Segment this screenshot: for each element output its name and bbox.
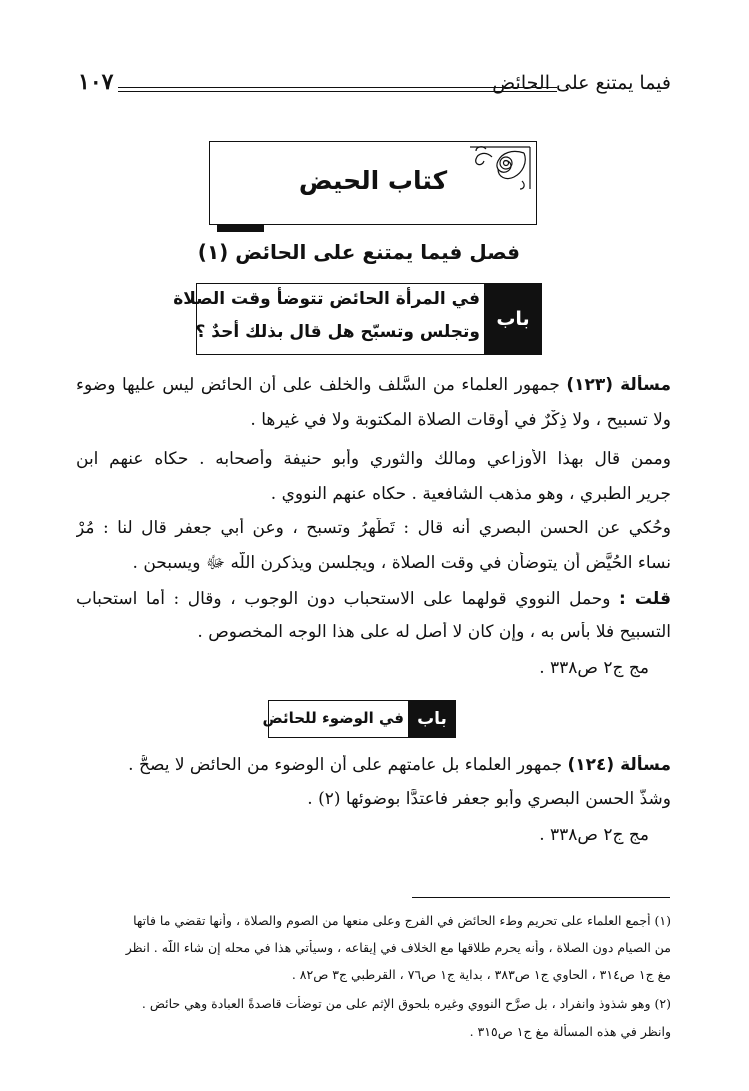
issue-124-line-2: وشذَّ الحسن البصري وأبو جعفر فاعتدَّا بوضوئها (٢) .: [307, 789, 671, 809]
section-heading: فصل فيما يمتنع على الحائض (١): [197, 240, 520, 264]
issue-124-line-1-text: جمهور العلماء بل عامتهم على أن الوضوء من الحائض لا يصحُّ .: [128, 755, 568, 775]
issue-123-line-4: جرير الطبري ، وهو مذهب الشافعية . حكاه عنهم النووي .: [270, 484, 671, 504]
running-header-title: فيما يمتنع على الحائض: [492, 72, 671, 94]
chapter-title-line-1: في المرأة الحائض تتوضأ وقت الصلاة: [173, 289, 480, 309]
issue-123-line-6: نساء الحُيَّض أن يتوضأن في وقت الصلاة ، ويجلسن ويذكرن اللّه ﷻ ويسبحن .: [132, 553, 671, 573]
issue-123-line-1: [76, 375, 671, 395]
footnote-1-line-1: (١) أجمع العلماء على تحريم وطء الحائض في الفرج وعلى منعها من الصوم والصلاة ، وأنها تقضي ما فاتها: [133, 913, 671, 928]
issue-123-label: مسألة (١٢٣): [566, 375, 671, 395]
chapter-2-title: في الوضوء للحائض: [262, 709, 404, 727]
issue-123-line-7-text: وحمل النووي قولهما على الاستحباب دون الوجوب ، وقال : أما استحباب: [76, 589, 620, 609]
issue-123-line-7: [76, 589, 671, 609]
footnote-1-line-3: مغ ج١ ص٣١٤ ، الحاوي ج١ ص٣٨٣ ، بداية ج١ ص٧٦ ، القرطبي ج٣ ص٨٢ .: [291, 967, 671, 982]
issue-123-line-8: التسبيح فلا بأس به ، وإن كان لا أصل له على هذا الوجه المخصوص .: [197, 622, 671, 642]
footnote-2-line-1: (٢) وهو شذوذ وانفراد ، بل صرَّح النووي وغيره بلحوق الإثم على من توضأت قاصدةً العبادة وهي حائض .: [141, 996, 671, 1011]
book-title-frame-shadow: [217, 225, 264, 232]
page-number: ١٠٧: [78, 69, 114, 95]
issue-123-line-2: ولا تسبيح ، ولا ذِكْرٌ في أوقات الصلاة المكتوبة ولا في غيرها .: [250, 410, 671, 430]
issue-123-line-1-text: جمهور العلماء من السَّلف والخلف على أن الحائض ليس عليها وضوء: [76, 375, 567, 395]
chapter-2-badge: باب: [408, 700, 456, 738]
chapter-badge: باب: [484, 283, 542, 355]
qult-label: قلت :: [619, 589, 671, 609]
issue-124-line-1: [76, 755, 671, 775]
issue-124-label: مسألة (١٢٤): [567, 755, 671, 775]
footnote-2-line-2: وانظر في هذه المسألة مغ ج١ ص٣١٥ .: [469, 1024, 671, 1039]
book-title: كتاب الحيض: [298, 166, 448, 195]
chapter-title-line-2: وتجلس وتسبّح هل قال بذلك أحدٌ ؟: [195, 322, 480, 342]
issue-123-line-5: وحُكي عن الحسن البصري أنه قال : تَطَّهرُ وتسبح ، وعن أبي جعفر قال لنا : مُرْ: [76, 518, 671, 538]
footnote-rule: [412, 897, 670, 898]
issue-123-reference: مج ج٢ ص٣٣٨ .: [539, 658, 649, 678]
issue-124-reference: مج ج٢ ص٣٣٨ .: [539, 825, 649, 845]
header-rule: [118, 87, 557, 92]
footnote-1-line-2: من الصيام دون الصلاة ، وأنه يحرم طلاقها مع الخلاف في إيقاعه ، وسيأتي هذا في محله إن شاء اللّه . انظر: [125, 940, 671, 955]
issue-123-line-3: وممن قال بهذا الأوزاعي ومالك والثوري وأبو حنيفة وأصحابه . حكاه عنهم ابن: [76, 449, 671, 469]
